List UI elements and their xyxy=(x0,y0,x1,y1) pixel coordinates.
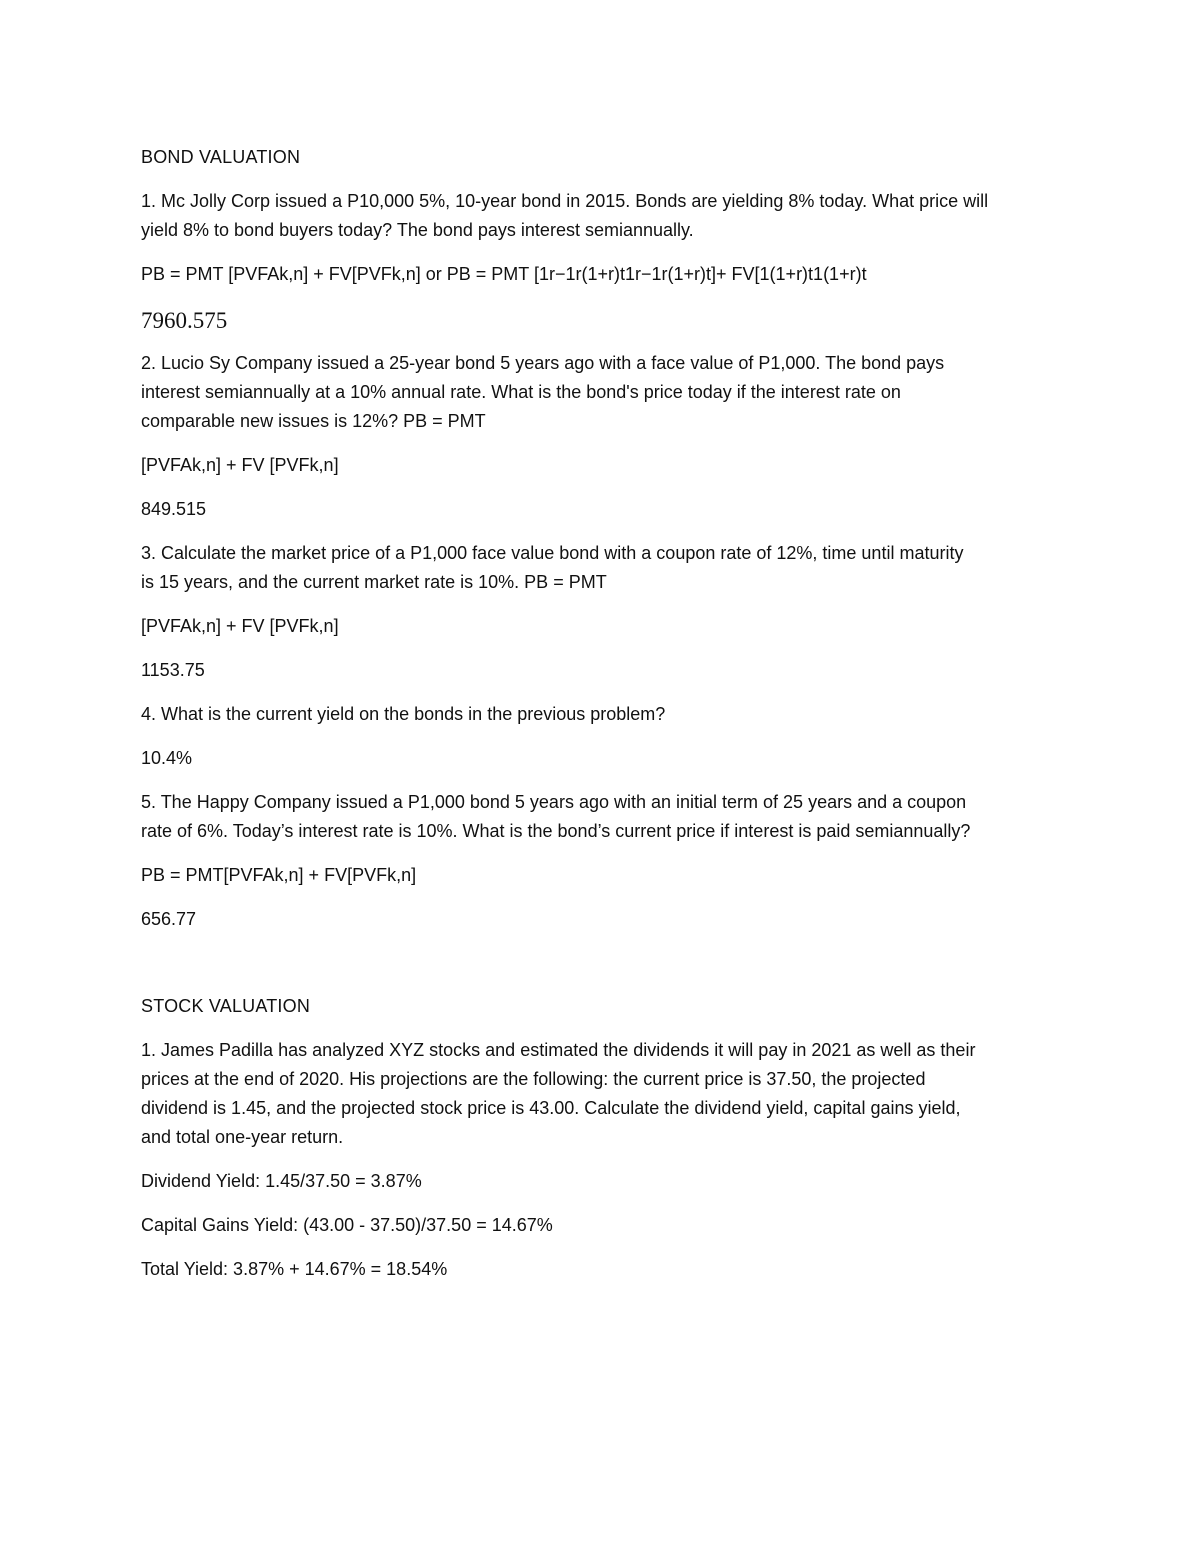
stock-q1-line-2: prices at the end of 2020. His projections are the following: the current price is 37.50, the projected xyxy=(141,1069,926,1089)
section-spacer xyxy=(141,949,1066,992)
document-body xyxy=(141,143,1066,1299)
bond-valuation-heading: BOND VALUATION xyxy=(141,147,301,167)
stock-total-yield: Total Yield: 3.87% + 14.67% = 18.54% xyxy=(141,1259,448,1279)
bond-question-5 xyxy=(141,788,1066,846)
bond-q1-line-1: 1. Mc Jolly Corp issued a P10,000 5%, 10-year bond in 2015. Bonds are yielding 8% today. What price will xyxy=(141,191,989,211)
bond-q2-line-3: comparable new issues is 12%? PB = PMT xyxy=(141,411,486,431)
bond-q3-formula: [PVFAk,n] + FV [PVFk,n] xyxy=(141,616,339,636)
bond-question-2 xyxy=(141,349,1066,436)
stock-question-1 xyxy=(141,1036,1066,1152)
bond-q5-answer: 656.77 xyxy=(141,909,197,929)
bond-q2-line-1: 2. Lucio Sy Company issued a 25-year bond 5 years ago with a face value of P1,000. The bond pays xyxy=(141,353,945,373)
stock-dividend-yield: Dividend Yield: 1.45/37.50 = 3.87% xyxy=(141,1171,422,1191)
bond-q2-answer: 849.515 xyxy=(141,499,207,519)
bond-question-1 xyxy=(141,187,1066,245)
stock-q1-line-4: and total one-year return. xyxy=(141,1127,344,1147)
bond-q2-line-2: interest semiannually at a 10% annual rate. What is the bond's price today if the interest rate on xyxy=(141,382,901,402)
bond-q1-line-2: yield 8% to bond buyers today? The bond pays interest semiannually. xyxy=(141,220,694,240)
bond-q3-line-2: is 15 years, and the current market rate is 10%. PB = PMT xyxy=(141,572,607,592)
stock-valuation-heading: STOCK VALUATION xyxy=(141,996,311,1016)
stock-q1-line-1: 1. James Padilla has analyzed XYZ stocks and estimated the dividends it will pay in 2021 as well as their xyxy=(141,1040,976,1060)
bond-q3-answer: 1153.75 xyxy=(141,660,205,680)
stock-capital-gains-yield: Capital Gains Yield: (43.00 - 37.50)/37.50 = 14.67% xyxy=(141,1215,553,1235)
bond-q1-formula: PB = PMT [PVFAk,n] + FV[PVFk,n] or PB = PMT [1r−1r(1+r)t1r−1r(1+r)t]+ FV[1(1+r)t1(1+r)t xyxy=(141,264,867,284)
bond-question-3 xyxy=(141,539,1066,597)
bond-q5-formula: PB = PMT[PVFAk,n] + FV[PVFk,n] xyxy=(141,865,417,885)
bond-q4-line-1: 4. What is the current yield on the bonds in the previous problem? xyxy=(141,704,666,724)
bond-q3-line-1: 3. Calculate the market price of a P1,000 face value bond with a coupon rate of 12%, time until maturity xyxy=(141,543,964,563)
stock-q1-line-3: dividend is 1.45, and the projected stock price is 43.00. Calculate the dividend yield, capital gains yield, xyxy=(141,1098,961,1118)
bond-q4-answer: 10.4% xyxy=(141,748,193,768)
bond-q5-line-2: rate of 6%. Today’s interest rate is 10%. What is the bond’s current price if interest is paid semiannually? xyxy=(141,821,971,841)
bond-q2-formula: [PVFAk,n] + FV [PVFk,n] xyxy=(141,455,339,475)
bond-q1-answer: 7960.575 xyxy=(141,308,228,333)
bond-q5-line-1: 5. The Happy Company issued a P1,000 bond 5 years ago with an initial term of 25 years and a coupon xyxy=(141,792,967,812)
